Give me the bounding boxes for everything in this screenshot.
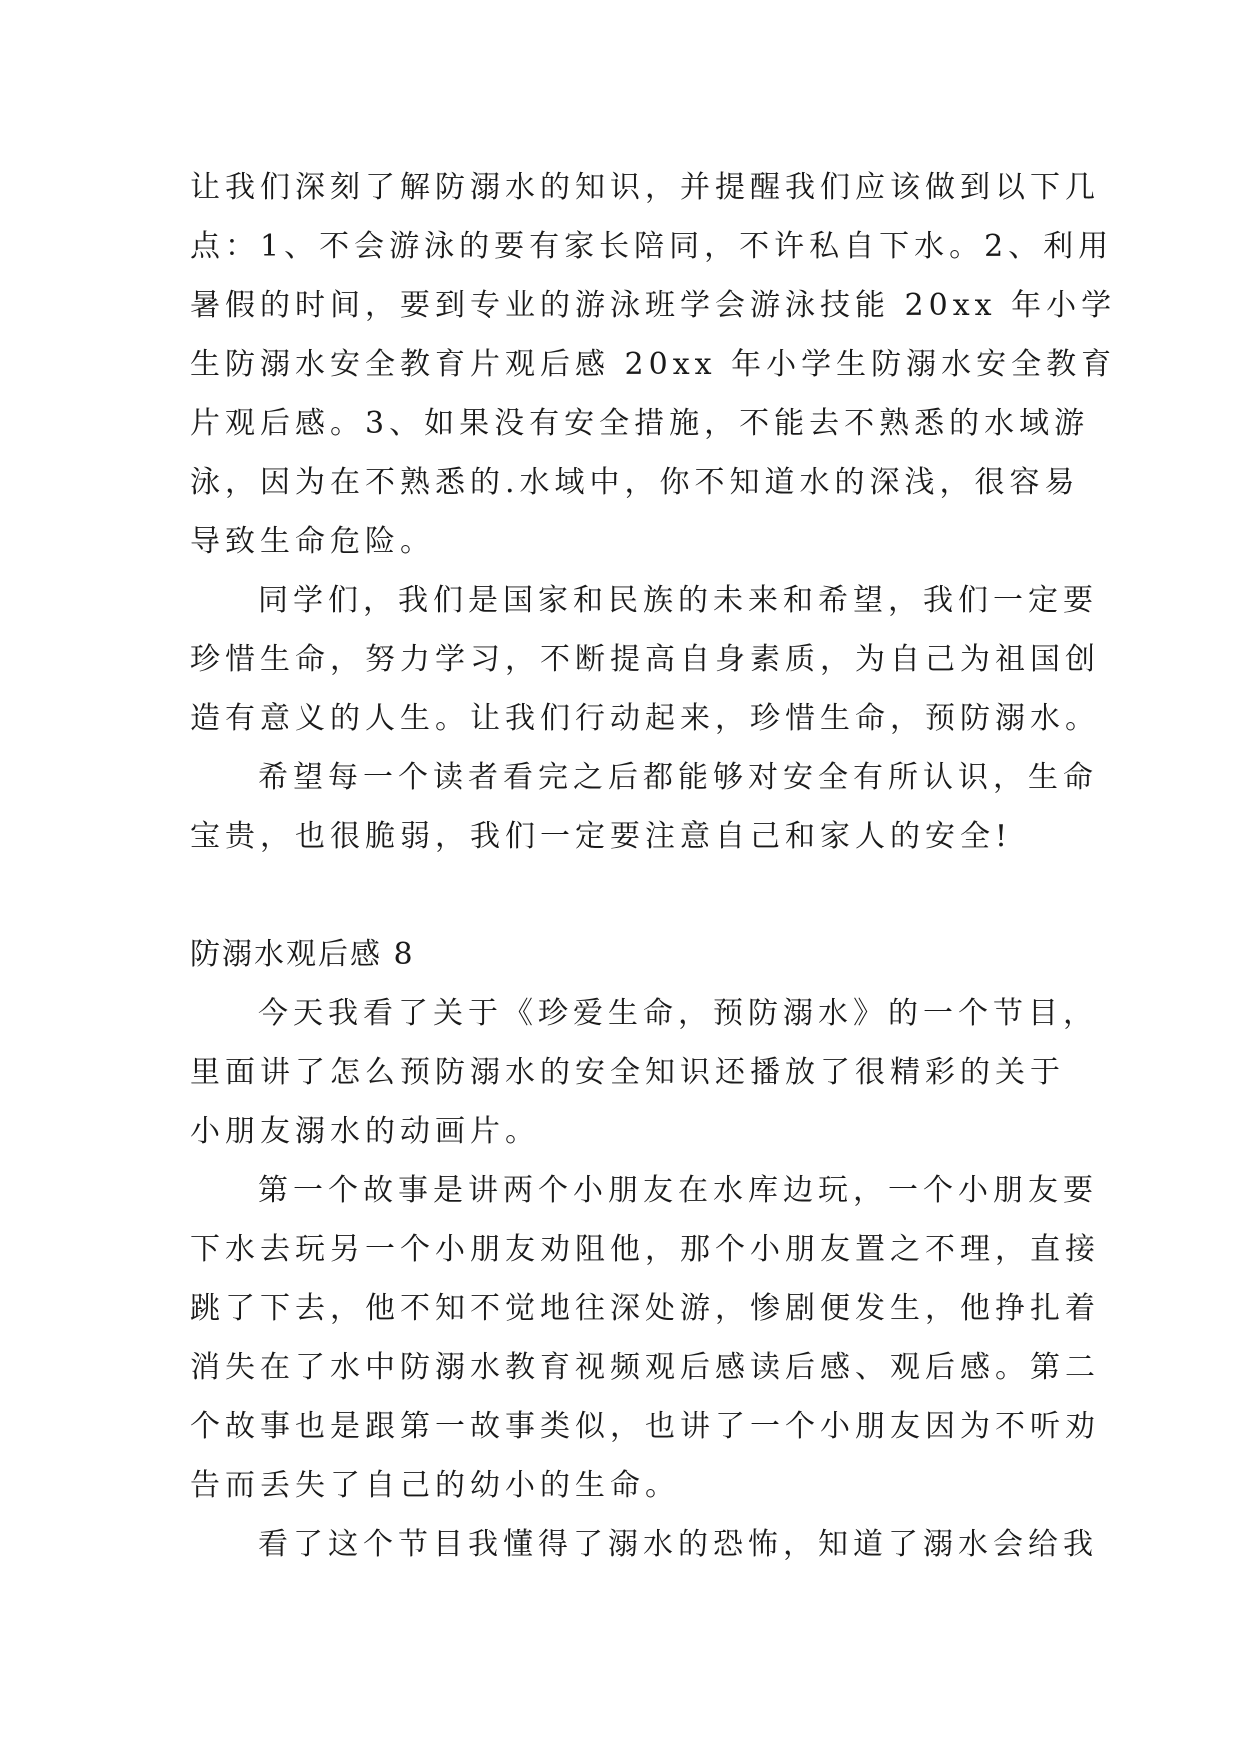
paragraph-1-line-1: 让我们深刻了解防溺水的知识，并提醒我们应该做到以下几 bbox=[190, 170, 1100, 205]
paragraph-2-line-2: 珍惜生命，努力学习，不断提高自身素质，为自己为祖国创 bbox=[190, 642, 1100, 677]
section-paragraph-2-line-1: 第一个故事是讲两个小朋友在水库边玩，一个小朋友要 bbox=[258, 1173, 1098, 1208]
section-paragraph-1-line-3: 小朋友溺水的动画片。 bbox=[190, 1114, 540, 1149]
paragraph-1-line-7: 导致生命危险。 bbox=[190, 524, 435, 559]
section-paragraph-3-line-1: 看了这个节目我懂得了溺水的恐怖，知道了溺水会给我 bbox=[258, 1527, 1098, 1562]
section-paragraph-2-line-5: 个故事也是跟第一故事类似，也讲了一个小朋友因为不听劝 bbox=[190, 1409, 1100, 1444]
paragraph-1-line-6: 泳，因为在不熟悉的.水域中，你不知道水的深浅，很容易 bbox=[190, 465, 1080, 500]
section-paragraph-2-line-6: 告而丢失了自己的幼小的生命。 bbox=[190, 1468, 680, 1503]
section-gap bbox=[190, 866, 1060, 925]
paragraph-2-line-1: 同学们，我们是国家和民族的未来和希望，我们一定要 bbox=[258, 583, 1098, 618]
section-paragraph-1-line-1: 今天我看了关于《珍爱生命，预防溺水》的一个节目， bbox=[258, 996, 1098, 1031]
section-paragraph-2-line-4: 消失在了水中防溺水教育视频观后感读后感、观后感。第二 bbox=[190, 1350, 1100, 1385]
paragraph-1-line-5: 片观后感。3、如果没有安全措施，不能去不熟悉的水域游 bbox=[190, 406, 1090, 441]
document-body bbox=[190, 158, 1117, 1574]
section-paragraph-1-line-2: 里面讲了怎么预防溺水的安全知识还播放了很精彩的关于 bbox=[190, 1055, 1065, 1090]
paragraph-2-line-3: 造有意义的人生。让我们行动起来，珍惜生命，预防溺水。 bbox=[190, 701, 1100, 736]
paragraph-3-line-2: 宝贵，也很脆弱，我们一定要注意自己和家人的安全! bbox=[190, 819, 1013, 854]
section-paragraph-2-line-3: 跳了下去，他不知不觉地往深处游，惨剧便发生，他挣扎着 bbox=[190, 1291, 1100, 1326]
section-paragraph-2-line-2: 下水去玩另一个小朋友劝阻他，那个小朋友置之不理，直接 bbox=[190, 1232, 1100, 1267]
paragraph-3-line-1: 希望每一个读者看完之后都能够对安全有所认识，生命 bbox=[258, 760, 1098, 795]
paragraph-1-line-3: 暑假的时间，要到专业的游泳班学会游泳技能 20xx 年小学 bbox=[190, 288, 1117, 323]
section-title: 防溺水观后感 8 bbox=[190, 937, 415, 972]
paragraph-1-line-2: 点：1、不会游泳的要有家长陪同，不许私自下水。2、利用 bbox=[190, 229, 1114, 264]
paragraph-1-line-4: 生防溺水安全教育片观后感 20xx 年小学生防溺水安全教育 bbox=[190, 347, 1117, 382]
